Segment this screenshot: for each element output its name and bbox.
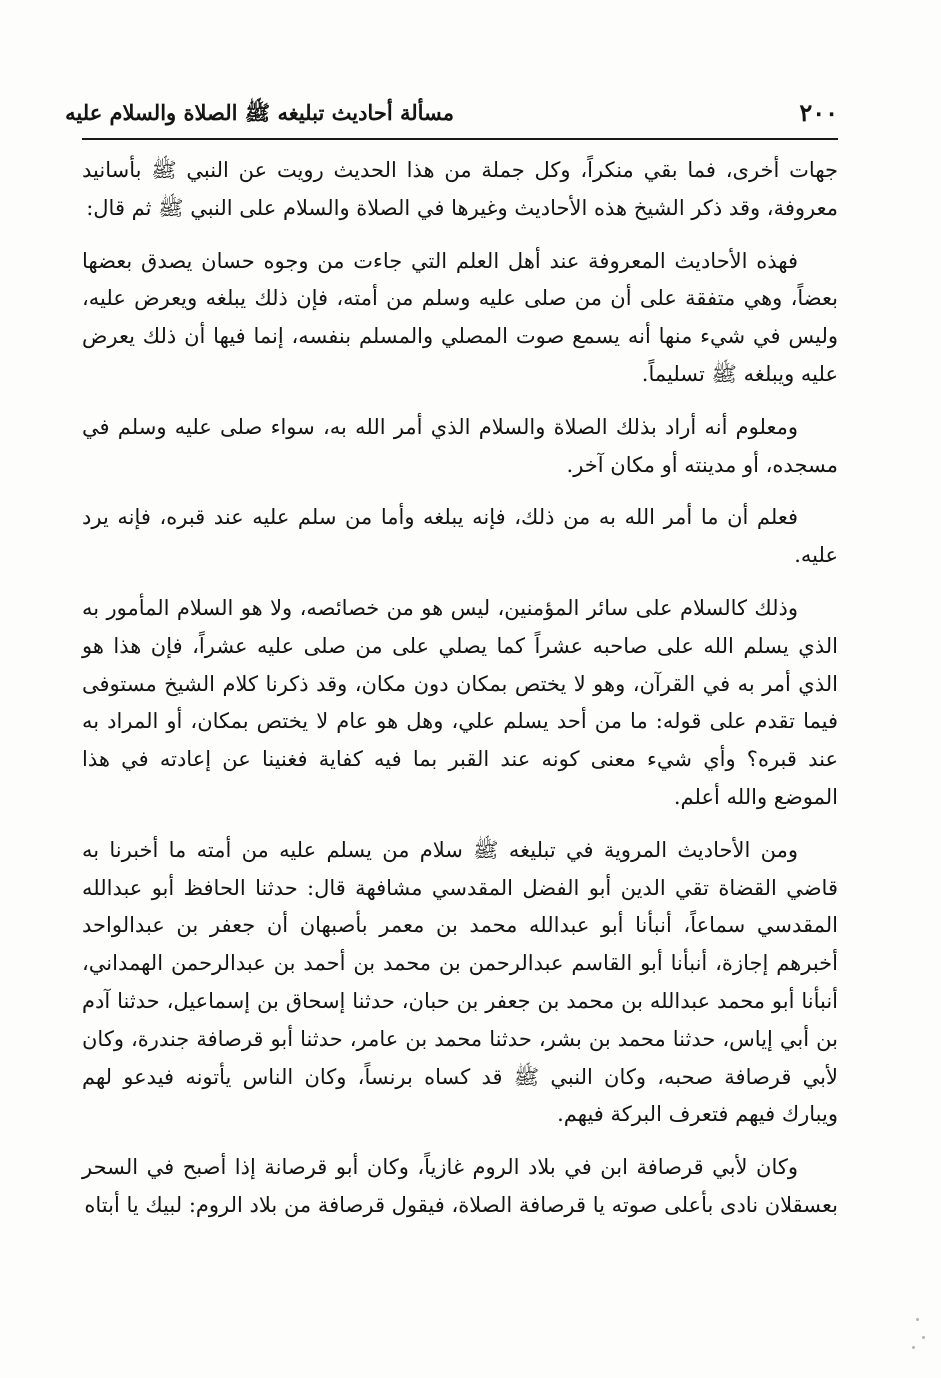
paragraph: ومن الأحاديث المروية في تبليغه ﷺ سلام من يسلم عليه من أمته ما أخبرنا به قاضي القضاة تقي الدين أبو الفضل المقدسي مشافهة قال: حدثنا الحافظ أبو عبدالله المقدسي سماعاً، أنبأنا أبو عبدالله محمد بن معمر بأصبهان أن جعفر بن عبدالواحد أخبرهم إجازة، أنبأنا أبو القاسم عبدالرحمن بن محمد بن أحمد بن عبدالرحمن الهمداني، أنبأنا أبو محمد عبدالله بن محمد بن جعفر بن حبان، حدثنا إسحاق بن إسماعيل، حدثنا آدم بن أبي إياس، حدثنا محمد بن بشر، حدثنا محمد بن عامر، حدثنا أبو قرصافة جندرة، وكان لأبي قرصافة صحبه، وكان النبي ﷺ قد كساه برنساً، وكان الناس يأتونه فيدعو لهم ويبارك فيهم فتعرف البركة فيهم. <box>82 837 838 1127</box>
page-header <box>65 96 838 132</box>
paragraph: وكان لأبي قرصافة ابن في بلاد الروم غازياً، وكان أبو قرصانة إذا أصبح في السحر بعسقلان نادى بأعلى صوته يا قرصافة الصلاة، فيقول قرصافة من بلاد الروم: لبيك يا أبتاه <box>82 1155 838 1217</box>
header-rule <box>82 138 838 140</box>
body-text <box>82 152 838 1240</box>
scan-speck <box>912 1346 915 1349</box>
running-title: مسألة أحاديث تبليغه ﷺ الصلاة والسلام عليه <box>65 100 454 125</box>
scan-speck <box>922 1336 925 1339</box>
paragraph: وذلك كالسلام على سائر المؤمنين، ليس هو من خصائصه، ولا هو السلام المأمور به الذي يسلم الله على صاحبه عشراً كما يصلي على من صلى عليه عشراً، فإن هذا هو الذي أمر به في القرآن، وهو لا يختص بمكان دون مكان، وقد ذكرنا كلام الشيخ مستوفى فيما تقدم على قوله: ما من أحد يسلم علي، وهل هو عام لا يختص بمكان، أو المراد به عند قبره؟ وأي شيء معنى كونه عند القبر بما فيه كفاية فغنينا عن إعادته في هذا الموضع والله أعلم. <box>82 595 838 809</box>
paragraph: فهذه الأحاديث المعروفة عند أهل العلم التي جاءت من وجوه حسان يصدق بعضها بعضاً، وهي متفقة على أن من صلى عليه وسلم من أمته، فإن ذلك يبلغه ويعرض عليه، وليس في شيء منها أنه يسمع صوت المصلي والمسلم بنفسه، إنما فيها أن ذلك يعرض عليه ويبلغه ﷺ تسليماً. <box>82 248 838 386</box>
paragraph: فعلم أن ما أمر الله به من ذلك، فإنه يبلغه وأما من سلم عليه عند قبره، فإنه يرد عليه. <box>82 505 838 568</box>
page-number: ٢٠٠ <box>799 98 838 127</box>
scan-speck <box>916 1318 919 1321</box>
paragraph: جهات أخرى، فما بقي منكراً، وكل جملة من هذا الحديث رويت عن النبي ﷺ بأسانيد معروفة، وقد ذكر الشيخ هذه الأحاديث وغيرها في الصلاة والسلام على النبي ﷺ ثم قال: <box>82 158 838 220</box>
paragraph: ومعلوم أنه أراد بذلك الصلاة والسلام الذي أمر الله به، سواء صلى عليه وسلم في مسجده، أو مدينته أو مكان آخر. <box>82 414 838 477</box>
